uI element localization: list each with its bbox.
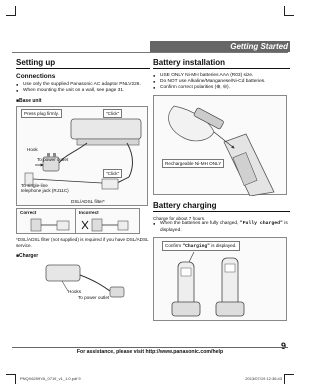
hooks-label: Hooks bbox=[68, 289, 82, 294]
footer-rule bbox=[12, 347, 288, 348]
incorrect-illustration bbox=[76, 209, 140, 235]
base-unit-label: ■ Base unit bbox=[16, 98, 150, 104]
print-file-info: PNQX6299YA_0719_v1_1.0.pdf 9 bbox=[20, 376, 81, 381]
charger-figure bbox=[16, 261, 148, 301]
battery-charging-title: Battery charging bbox=[153, 201, 290, 212]
charging-list bbox=[153, 221, 290, 233]
battery-bullet: ● USE ONLY Ni-MH batteries AAA (R03) size. bbox=[153, 73, 290, 79]
base-unit-figure bbox=[16, 106, 148, 206]
rechargeable-callout: Rechargeable Ni-MH ONLY bbox=[162, 159, 224, 168]
crop-mark-bottom-left bbox=[6, 374, 16, 384]
click-callout: "Click" bbox=[103, 109, 122, 118]
correct-illustration bbox=[17, 209, 77, 235]
confirm-post: is displayed. bbox=[211, 242, 237, 248]
hook-label: Hook bbox=[27, 147, 38, 153]
correct-panel bbox=[16, 208, 76, 234]
battery-list bbox=[153, 73, 290, 92]
crop-mark-top-right bbox=[284, 6, 294, 16]
help-link-text: For assistance, please visit http://www.panasonic.com/help bbox=[76, 349, 224, 355]
charging-figure bbox=[153, 237, 287, 321]
charging-illustration bbox=[154, 238, 288, 322]
crop-mark-top-left bbox=[6, 6, 16, 16]
right-column bbox=[153, 58, 290, 321]
click-callout-2: "Click" bbox=[103, 169, 122, 178]
charging-code: "Charging" bbox=[182, 243, 210, 249]
incorrect-panel bbox=[76, 208, 140, 234]
battery-bullet: ● Confirm correct polarities (⊕, ⊖). bbox=[153, 85, 290, 91]
section-title: Getting Started bbox=[230, 42, 288, 51]
connections-bullet: ● When mounting the unit on a wall, see page 31. bbox=[16, 88, 150, 94]
header-rule bbox=[12, 52, 288, 53]
battery-installation-title: Battery installation bbox=[153, 58, 290, 69]
left-column bbox=[16, 58, 150, 301]
dsl-filter-label: DSL/ADSL filter* bbox=[71, 199, 105, 205]
dsl-note: *DSL/ADSL filter (not supplied) is required if you have DSL/ADSL service. bbox=[16, 237, 149, 249]
connections-list bbox=[16, 82, 150, 94]
battery-illustration bbox=[154, 96, 288, 196]
incorrect-label: Incorrect bbox=[79, 210, 99, 216]
crop-mark-bottom-right bbox=[284, 374, 294, 384]
charger-power-outlet-label: To power outlet bbox=[78, 295, 110, 300]
charging-intro: Charge for about 7 hours. bbox=[153, 215, 206, 221]
connections-bullet: ● Use only the supplied Panasonic AC adaptor PNLV226. bbox=[16, 82, 150, 88]
press-plug-callout: Press plug firmly. bbox=[21, 109, 62, 118]
correct-incorrect-figure bbox=[16, 208, 150, 234]
page-number: 9 bbox=[280, 341, 286, 351]
charger-label: ■ Charger bbox=[16, 253, 150, 259]
battery-bullet: ● Do NOT use Alkaline/Manganese/Ni-Cd batteries. bbox=[153, 79, 290, 85]
single-line-jack-label: To single-line telephone jack (RJ11C) bbox=[21, 183, 69, 194]
charging-bullet-pre: When the batteries are fully charged, bbox=[160, 221, 239, 227]
fully-charged-code: "Fully charged" bbox=[239, 221, 283, 227]
confirm-pre: Confirm bbox=[165, 242, 182, 248]
charging-bullet-post: is displayed. bbox=[160, 221, 288, 233]
connections-heading: Connections bbox=[16, 73, 56, 80]
battery-installation-figure bbox=[153, 95, 287, 195]
to-power-outlet-label: To power outlet bbox=[37, 157, 69, 163]
correct-label: Correct bbox=[20, 210, 37, 216]
print-date-info: 2013/07/19 12:36:43 bbox=[245, 376, 282, 381]
setting-up-title: Setting up bbox=[16, 58, 150, 69]
charging-bullet bbox=[153, 221, 290, 233]
